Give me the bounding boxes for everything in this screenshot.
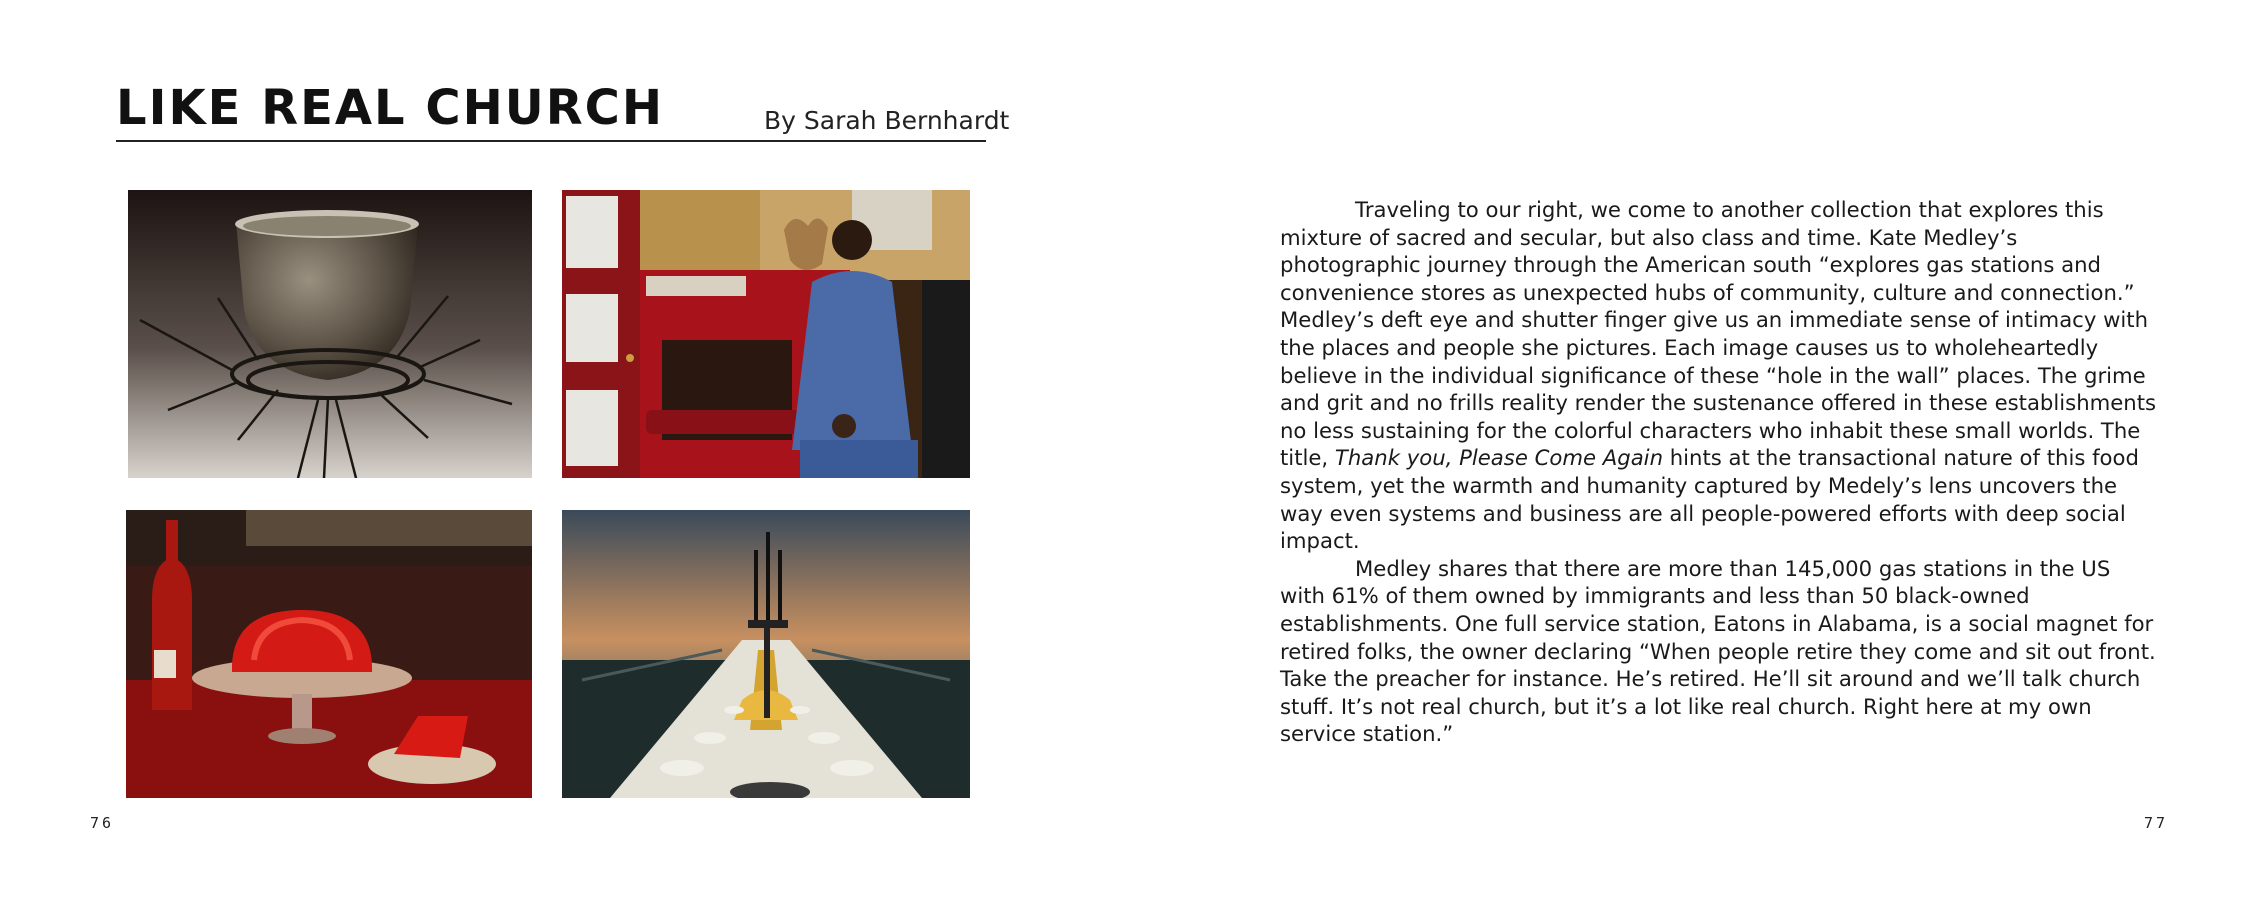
- paragraph-2: Medley shares that there are more than 145,000 gas stations in the US with 61% of them owned by immigrants and less than 50 black-owned establishments. One full service station, Eatons in Alabama, is a social magnet for retired folks, the owner declaring “When people retire they come and sit out front. Take the preacher for instance. He’s retired. He’ll sit around and we’ll talk church stuff. It’s not real church, but it’s a lot like real church. Right here at my own service station.”: [1280, 555, 2156, 747]
- title-underline: [116, 140, 986, 142]
- photo-man-by-fireplace: [562, 190, 970, 478]
- exhibit-title-italic: Thank you, Please Come Again: [1334, 445, 1663, 471]
- page-number-right: 77: [2144, 814, 2169, 832]
- article-body: [1280, 196, 2160, 748]
- article-title: LIKE REAL CHURCH: [116, 80, 665, 136]
- paragraph-1: [1280, 196, 2160, 555]
- photo-banquet-table: [562, 510, 970, 798]
- paragraph-1-part-2: hints at the transactional nature of this food system, yet the warmth and humanity captured by Medely’s lens uncovers the way even systems and business are all people-powered efforts with deep social impact.: [1280, 445, 2139, 554]
- paragraph-1-part-1: Traveling to our right, we come to another collection that explores this mixture of sacred and secular, but also class and time. Kate Medley’s photographic journey through the American south “explores gas stations and convenience stores as unexpected hubs of community, culture and connection.” Medley’s deft eye and shutter finger give us an immediate sense of intimacy with the places and people she pictures. Each image causes us to wholeheartedly believe in the individual significance of these “hole in the wall” places. The grime and grit and no frills reality render the sustenance offered in these establishments no less sustaining for the colorful characters who inhabit these small worlds. The title,: [1280, 197, 2157, 471]
- page-number-left: 76: [90, 814, 115, 832]
- photo-red-gelatin-mold: [126, 510, 532, 798]
- photo-chalice-thorns: [128, 190, 532, 478]
- byline: By Sarah Bernhardt: [764, 106, 1010, 135]
